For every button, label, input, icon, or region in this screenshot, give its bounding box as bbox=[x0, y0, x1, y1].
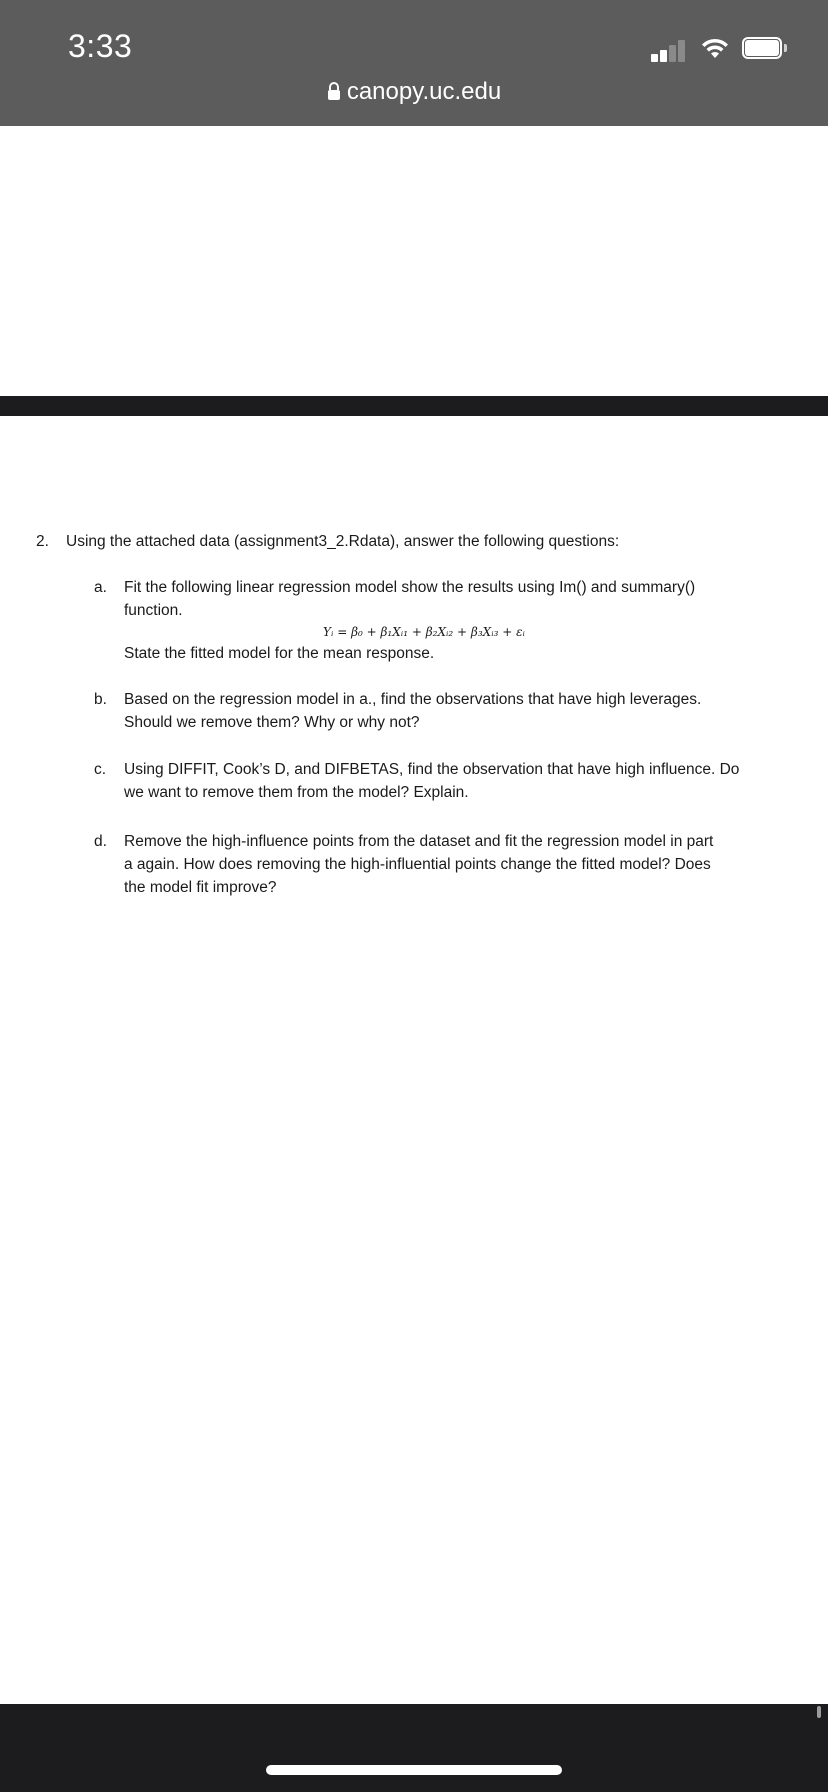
item-letter: d. bbox=[94, 833, 107, 850]
scrollbar[interactable] bbox=[817, 1706, 821, 1718]
item-line: Should we remove them? Why or why not? bbox=[124, 714, 420, 731]
item-letter: a. bbox=[94, 579, 107, 596]
item-letter: b. bbox=[94, 691, 107, 708]
cellular-signal-icon bbox=[651, 38, 691, 62]
item-body bbox=[124, 830, 784, 899]
item-line: Remove the high-influence points from the dataset and fit the regression model in part bbox=[124, 833, 714, 850]
address-bar[interactable] bbox=[0, 78, 828, 106]
status-time: 3:33 bbox=[68, 28, 133, 64]
page-separator bbox=[0, 396, 828, 416]
regression-formula: Yᵢ = β₀ + β₁Xᵢ₁ + β₂Xᵢ₂ + β₃Xᵢ₃ + εᵢ bbox=[323, 625, 525, 639]
item-line: State the fitted model for the mean response. bbox=[124, 645, 435, 662]
home-indicator[interactable] bbox=[266, 1765, 562, 1775]
item-line: the model fit improve? bbox=[124, 879, 277, 896]
item-letter: c. bbox=[94, 761, 107, 778]
item-line: Fit the following linear regression model show the results using Im() and summary() bbox=[124, 579, 696, 596]
item-line: a again. How does removing the high-influential points change the fitted model? Does bbox=[124, 856, 711, 873]
url-text: canopy.uc.edu bbox=[346, 78, 502, 105]
item-line: we want to remove them from the model? Explain. bbox=[124, 784, 469, 801]
question-text: Using the attached data (assignment3_2.Rdata), answer the following questions: bbox=[66, 533, 620, 550]
item-line: Using DIFFIT, Cook’s D, and DIFBETAS, find the observation that have high influence. Do bbox=[124, 761, 740, 778]
battery-icon bbox=[742, 37, 788, 61]
item-body bbox=[124, 688, 784, 734]
browser-top-bar bbox=[0, 0, 828, 126]
wifi-icon bbox=[700, 36, 730, 60]
question-number: 2. bbox=[36, 533, 49, 550]
lock-icon bbox=[327, 81, 341, 101]
bottom-bar bbox=[0, 1704, 828, 1792]
item-body bbox=[124, 576, 784, 665]
item-line: Based on the regression model in a., find the observations that have high leverages. bbox=[124, 691, 702, 708]
item-body bbox=[124, 758, 784, 804]
item-line: function. bbox=[124, 602, 183, 619]
